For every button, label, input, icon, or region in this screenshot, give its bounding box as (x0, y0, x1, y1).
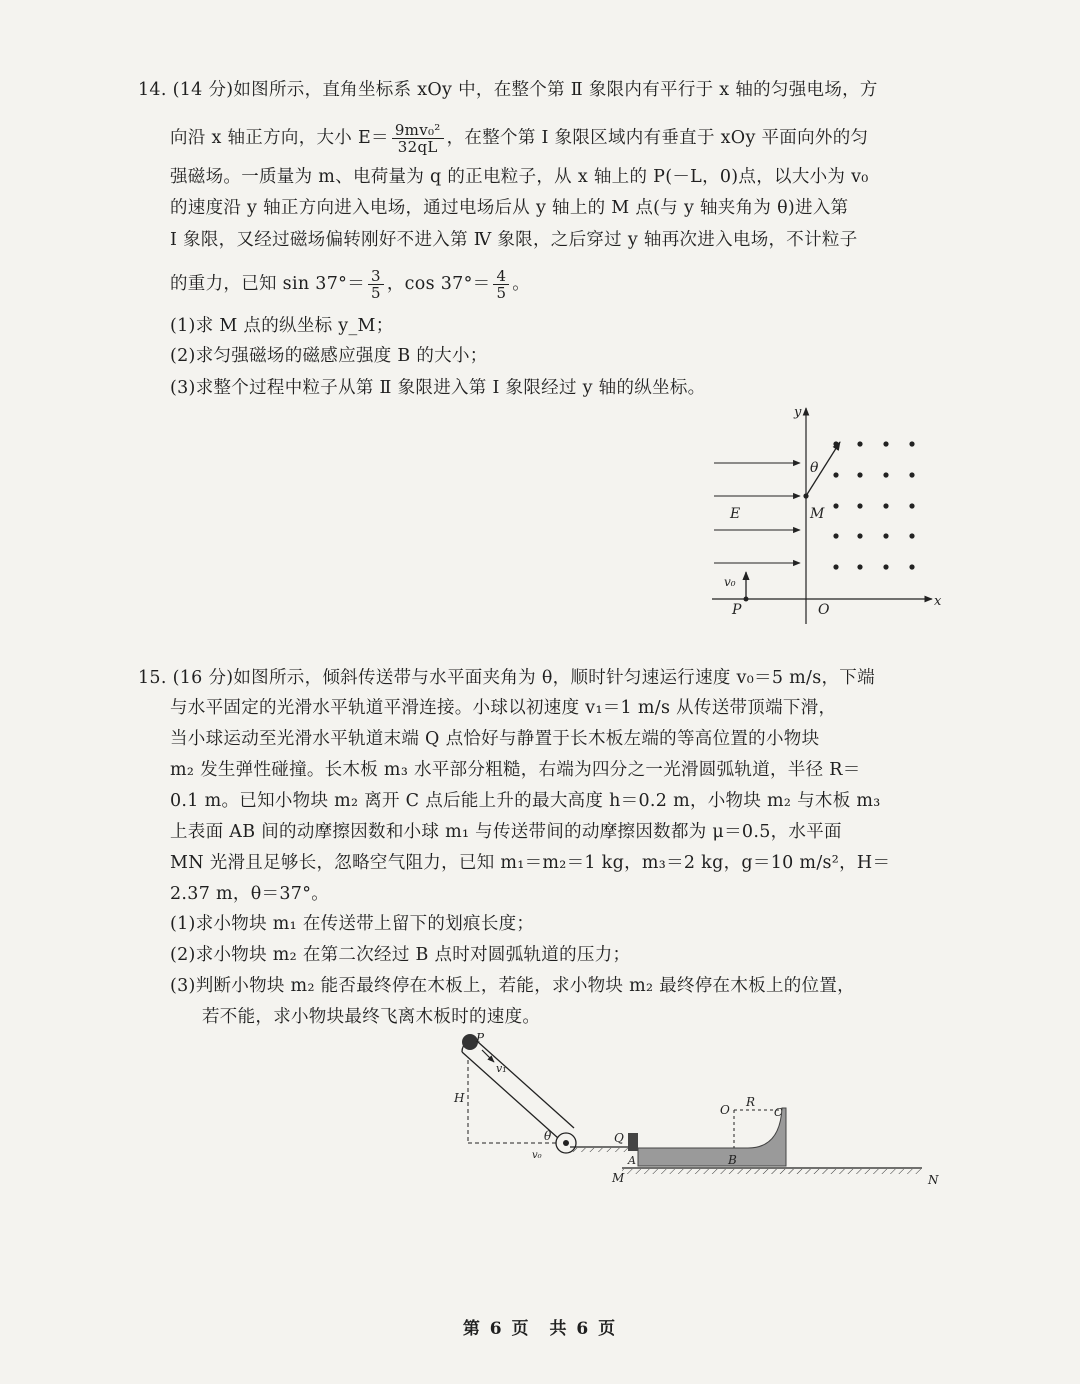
label-q: Q (614, 1131, 624, 1145)
field-dot (857, 564, 862, 569)
label-h: H (454, 1091, 465, 1105)
point-p (744, 597, 749, 602)
label-e: E (730, 506, 741, 522)
q15-line8: 2.37 m，θ＝37°。 (170, 884, 330, 904)
field-dot (833, 472, 838, 477)
label-p15: P (476, 1031, 485, 1045)
label-theta15: θ (544, 1129, 552, 1143)
magnetic-field-dots (833, 441, 914, 569)
q15-line6: 上表面 AB 间的动摩擦因数和小球 m₁ 与传送带间的动摩擦因数都为 μ＝0.5，水平面 (170, 822, 842, 842)
field-dot (909, 441, 914, 446)
label-p: P (732, 602, 742, 618)
q15-sub1: (1)求小物块 m₁ 在传送带上留下的划痕长度； (170, 914, 535, 934)
long-board (638, 1108, 786, 1166)
q15-sub3b: 若不能，求小物块最终飞离木板时的速度。 (202, 1007, 541, 1027)
q14-header: 14. (14 分)如图所示，直角坐标系 xOy 中，在整个第 Ⅱ 象限内有平行于 x 轴的匀强电场，方 (138, 80, 878, 100)
field-dot (857, 533, 862, 538)
electric-field-arrows (714, 463, 800, 563)
block-q (628, 1133, 638, 1151)
label-a: A (628, 1154, 636, 1167)
label-r: R (746, 1095, 756, 1109)
q14-sub2: (2)求匀强磁场的磁感应强度 B 的大小； (170, 346, 488, 366)
field-dot (909, 472, 914, 477)
q15-line7: MN 光滑且足够长，忽略空气阻力，已知 m₁＝m₂＝1 kg，m₃＝2 kg，g＝10 m/s²，H＝ (170, 853, 891, 873)
q14-line3: 强磁场。一质量为 m、电荷量为 q 的正电粒子，从 x 轴上的 P(－L，0)点，以大小为 v₀ (170, 167, 869, 187)
q14-e-fraction: $\frac{\text{9mv₀²}}{32qL}$ (392, 122, 444, 155)
field-dot (833, 533, 838, 538)
field-dot (857, 441, 862, 446)
q15-sub2: (2)求小物块 m₂ 在第二次经过 B 点时对圆弧轨道的压力； (170, 945, 631, 965)
label-m15: M (612, 1171, 625, 1185)
field-dot (857, 472, 862, 477)
field-dot (909, 564, 914, 569)
label-c: C (774, 1106, 783, 1119)
field-dot (883, 441, 888, 446)
ground-hatch (622, 1169, 922, 1174)
label-y: y (794, 405, 802, 420)
q15-line3: 当小球运动至光滑水平轨道末端 Q 点恰好与静置于长木板左端的等高位置的小物块 (170, 729, 820, 749)
q14-figure (700, 400, 960, 630)
sin-fraction: $\frac{3}{5}$ (368, 268, 384, 301)
q14-line6: 的重力，已知 sin 37°＝ $\frac{3}{5}$ ，cos 37°＝ $\frac{4}{5}$ 。 (170, 267, 531, 302)
cos-fraction: $\frac{4}{5}$ (493, 268, 509, 301)
q15-line2: 与水平固定的光滑水平轨道平滑连接。小球以初速度 v₁＝1 m/s 从传送带顶端下滑， (170, 698, 837, 718)
field-dot (883, 503, 888, 508)
label-theta: θ (810, 460, 819, 476)
q15-figure (440, 1030, 950, 1190)
label-v0-15: v₀ (532, 1150, 542, 1161)
field-dot (833, 564, 838, 569)
conveyor-belt (462, 1041, 576, 1153)
field-dot (833, 441, 838, 446)
field-dot (909, 503, 914, 508)
q14-line5: Ⅰ 象限，又经过磁场偏转刚好不进入第 Ⅳ 象限，之后穿过 y 轴再次进入电场，不计粒子 (170, 230, 858, 250)
q14-line4: 的速度沿 y 轴正方向进入电场，通过电场后从 y 轴上的 M 点(与 y 轴夹角为 θ)进入第 (170, 198, 849, 218)
q15-line4: m₂ 发生弹性碰撞。长木板 m₃ 水平部分粗糙，右端为四分之一光滑圆弧轨道，半径 R＝ (170, 760, 861, 780)
q15-header: 15. (16 分)如图所示，倾斜传送带与水平面夹角为 θ，顺时针匀速运行速度 v₀＝5 m/s，下端 (138, 668, 875, 688)
field-dot (833, 503, 838, 508)
label-x: x (934, 594, 942, 609)
field-dot (857, 503, 862, 508)
label-b: B (728, 1153, 737, 1167)
label-v0: v₀ (724, 575, 736, 589)
q14-line2: 向沿 x 轴正方向，大小 E＝ $\frac{\text{9mv₀²}}{32qL}$ ，在整个第 Ⅰ 象限区域内有垂直于 xOy 平面向外的匀 (170, 121, 869, 156)
label-v1: v₁ (496, 1062, 507, 1075)
label-o: O (818, 602, 830, 618)
field-dot (883, 472, 888, 477)
label-n: N (928, 1173, 939, 1187)
q15-sub3: (3)判断小物块 m₂ 能否最终停在木板上，若能，求小物块 m₂ 最终停在木板上的位置， (170, 976, 855, 996)
q14-sub3: (3)求整个过程中粒子从第 Ⅱ 象限进入第 Ⅰ 象限经过 y 轴的纵坐标。 (170, 378, 706, 398)
q15-line5: 0.1 m。已知小物块 m₂ 离开 C 点后能上升的最大高度 h＝0.2 m，小物块 m₂ 与木板 m₃ (170, 791, 881, 811)
label-m: M (810, 506, 825, 522)
field-dot (883, 564, 888, 569)
q14-sub1: (1)求 M 点的纵坐标 y_M； (170, 316, 394, 336)
page-footer: 第 6 页 共 6 页 (462, 1319, 618, 1339)
field-dot (909, 533, 914, 538)
field-dot (883, 533, 888, 538)
label-o15: O (720, 1103, 730, 1117)
